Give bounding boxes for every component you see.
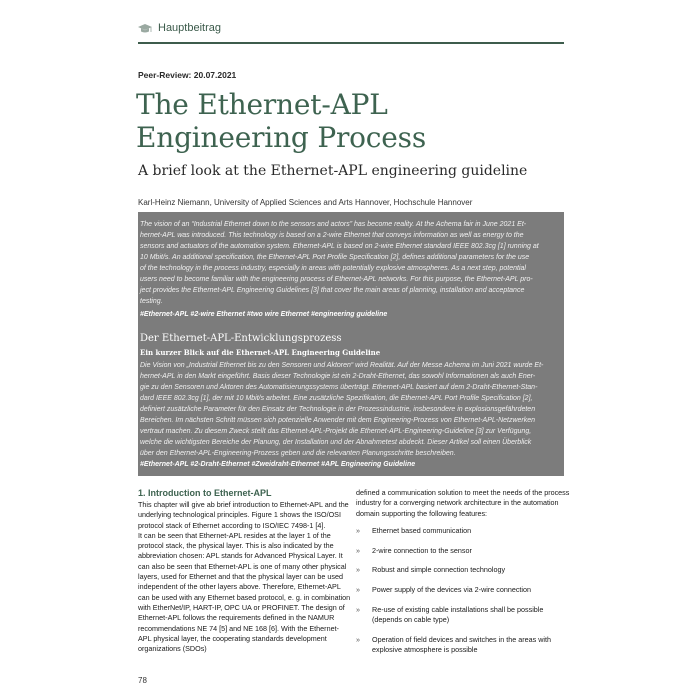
bullet-marker: » xyxy=(356,605,360,615)
list-item-text: Operation of field devices and switches in the areas with explosive atmosphere is possible xyxy=(372,635,551,655)
abstract-de-line: welche die wichtigsten Bereiche der Planung, der Installation und der Abnahmetest abdeckt. Dieser Artikel soll einen Überblick xyxy=(140,439,532,446)
abstract-de-line: gie zu den Sensoren und Aktoren des Automatisierungssystems überträgt. Ethernet-APL basiert auf dem 2-Draht-Ethernet-Stan- xyxy=(140,384,538,391)
list-item-text: Robust and simple connection technology xyxy=(372,565,506,575)
title-line-2: Engineering Process xyxy=(136,121,426,154)
abstract-de-line: definiert zusätzliche Parameter für den Einsatz der Technologie in der Prozessindustrie, insbesondere in explosionsgefährdeten xyxy=(140,406,536,413)
list-item xyxy=(356,635,570,656)
abstract-en-line: hernet-APL was introduced. This technology is based on a 2-wire Ethernet that conveys information as well as energy to the xyxy=(140,232,524,239)
header-divider xyxy=(138,42,564,44)
section-label: Hauptbeitrag xyxy=(158,22,221,34)
article-subtitle: A brief look at the Ethernet-APL engineering guideline xyxy=(138,163,528,179)
list-item xyxy=(356,546,570,556)
paragraph: It can be seen that Ethernet-APL resides at the layer 1 of the protocol stack, the physical layer. This is also indicated by the abbreviation chosen: APL stands for Advanced Physical Layer. It can also be seen that Ethernet-APL is one of many other physical layers, used for Ethernet and that the physical layer can be used independent of the other layers above. Therefore, Ethernet-APL can be used with any Ethernet based protocol, e. g. in combination with EtherNet/IP, HART-IP, OPC UA or PROFINET. The design of Ethernet-APL follows the requirements defined in the NAMUR recommendations NE 74 [5] and NE 168 [6]. With the Ethernet-APL physical layer, the cooperating standards development organizations (SDOs) xyxy=(138,530,351,654)
list-item xyxy=(356,585,570,595)
abstract-en-line: testing. xyxy=(140,298,163,305)
abstract-de-tags: #Ethernet-APL #2-Draht-Ethernet #Zweidraht-Ethernet #APL Engineering Guideline xyxy=(140,461,416,468)
list-item-text: 2-wire connection to the sensor xyxy=(372,545,472,555)
list-item-text: Re-use of existing cable installations shall be possible (depends on cable type) xyxy=(372,605,544,625)
list-item xyxy=(356,526,570,536)
left-column xyxy=(138,488,352,654)
abstract-en-line: ject provides the Ethernet-APL Engineering Guidelines [3] that cover the main areas of planning, installation and acceptance xyxy=(140,287,525,294)
paragraph: defined a communication solution to meet the needs of the process industry for a converging network architecture in the automation domain supporting the following features: xyxy=(356,488,570,518)
list-item-text: Ethernet based communication xyxy=(372,525,472,535)
peer-review-date: Peer-Review: 20.07.2021 xyxy=(138,70,237,80)
right-column xyxy=(356,488,570,665)
abstract-de-line: Die Vision von „Industrial Ethernet bis zu den Sensoren und Aktoren“ wird Realität. Auf der Messe Achema im Juni 2021 wurde Et- xyxy=(140,362,544,369)
abstract-en-line: users need to become familiar with the engineering process of Ethernet-APL networks. For this purpose, the Ethernet-APL pro- xyxy=(140,276,533,283)
abstract-de-line: hernet-APL in den Markt eingeführt. Basis dieser Technologie ist ein 2-Draht-Ethernet, das sowohl Informationen als auch Ener- xyxy=(140,373,536,380)
article-title xyxy=(136,88,566,154)
abstract-de-line: über den Ethernet-APL-Engineering-Prozess geben und die relevanten Planungsschritte beschreiben. xyxy=(140,450,456,457)
abstract-en-line: sensors and actuators of the automation system. Ethernet-APL is based on 2-wire Ethernet standard IEEE 802.3cg [1] running at xyxy=(140,243,539,250)
abstract-de-line: Bereichen. Im nächsten Schritt müssen sich potenzielle Anwender mit dem Engineering-Prozess von Ethernet-APL-Netzwerken xyxy=(140,417,536,424)
abstract-en-line: 10 Mbit/s. An additional specification, the Ethernet-APL Port Profile Specification [2], defines additional parameters for the use xyxy=(140,254,530,261)
list-item-text: Power supply of the devices via 2-wire connection xyxy=(372,585,532,595)
feature-list xyxy=(356,526,570,656)
section-heading: 1. Introduction to Ethernet-APL xyxy=(138,488,272,498)
bullet-marker: » xyxy=(356,635,360,645)
list-item xyxy=(356,605,570,626)
graduation-cap-icon xyxy=(138,23,152,35)
abstract-de-line: dard IEEE 802.3cg [1], der mit 10 Mbit/s arbeitet. Eine zusätzliche Spezifikation, die Ethernet-APL Port Profile Specification [2], xyxy=(140,395,533,402)
bullet-marker: » xyxy=(356,545,360,555)
abstract-en-tags: #Ethernet-APL #2-wire Ethernet #two wire Ethernet #engineering guideline xyxy=(140,311,388,318)
abstract-en-line: The vision of an “Industrial Ethernet down to the sensors and actors” has become reality. At the Achema fair in June 2021 Et- xyxy=(140,221,527,228)
abstract-de-subtitle: Ein kurzer Blick auf die Ethernet-APL Engineering Guideline xyxy=(140,348,381,357)
author-line: Karl-Heinz Niemann, University of Applied Sciences and Arts Hannover, Hochschule Hannover xyxy=(138,198,473,207)
list-item xyxy=(356,565,570,575)
bullet-marker: » xyxy=(356,565,360,575)
paragraph: This chapter will give ab brief introduction to Ethernet-APL and the underlying technological principles. Figure 1 shows the ISO/OSI protocol stack of Ethernet according to ISO/IEC 7498-1 [4]. xyxy=(138,500,349,530)
bullet-marker: » xyxy=(356,585,360,595)
abstract-de-line: vertraut machen. Zu diesem Zweck stellt das Ethernet-APL-Projekt die Ethernet-APL-Engineering-Guideline [3] zur Verfügung, xyxy=(140,428,532,435)
section-header xyxy=(138,22,564,42)
title-line-1: The Ethernet-APL xyxy=(136,88,388,121)
page-number: 78 xyxy=(138,676,147,685)
bullet-marker: » xyxy=(356,525,360,535)
abstract-de-title: Der Ethernet-APL-Entwicklungsprozess xyxy=(140,333,342,344)
abstract-en-line: of the technology in the process industry, especially in areas with potentially explosive atmospheres. As a next step, potential xyxy=(140,265,526,272)
